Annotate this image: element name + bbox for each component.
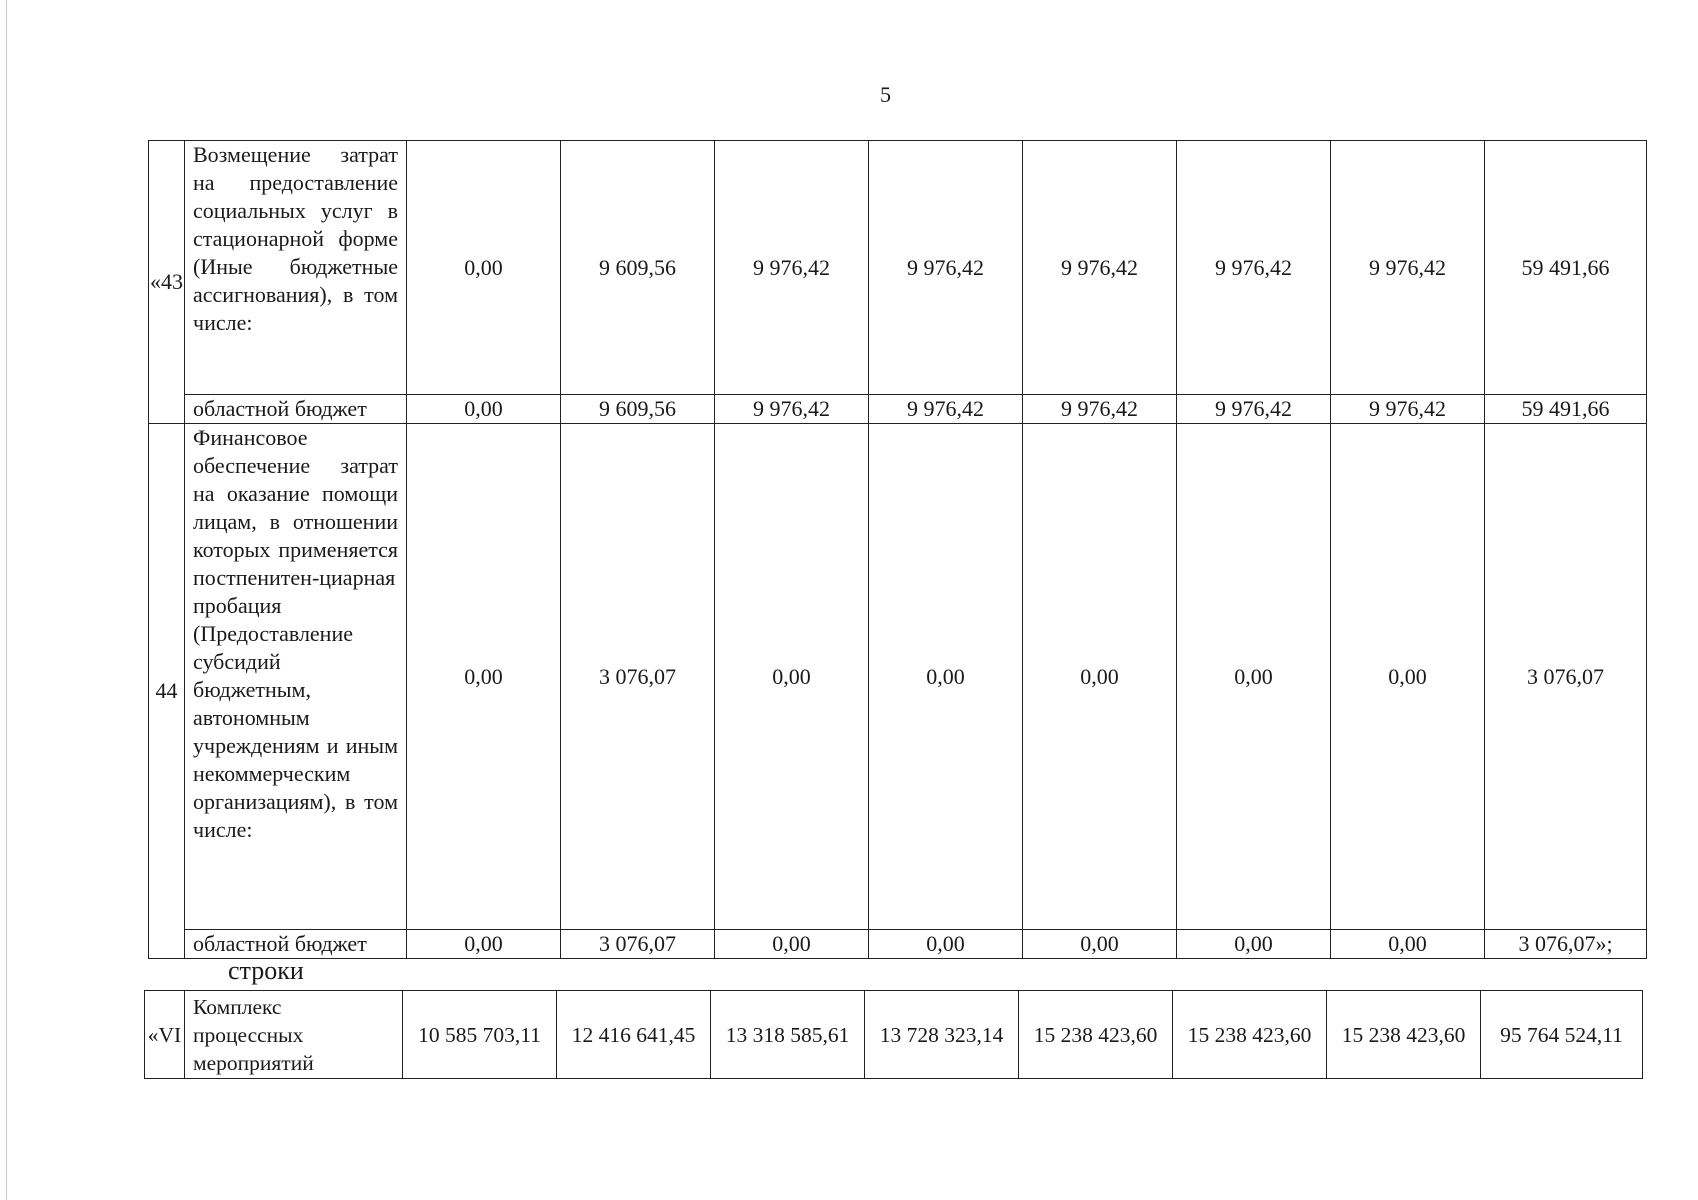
value-cell: 0,00 [1177,424,1331,930]
row-number: «43 [149,141,185,424]
value-cell: 0,00 [869,930,1023,959]
table-subrow [149,930,1647,959]
value-cell: 10 585 703,11 [403,991,557,1079]
value-cell: 13 318 585,61 [711,991,865,1079]
total-cell: 3 076,07 [1485,424,1647,930]
subrow-label: областной бюджет [185,395,407,424]
value-cell: 0,00 [715,424,869,930]
value-cell: 12 416 641,45 [557,991,711,1079]
value-cell: 0,00 [869,424,1023,930]
total-cell: 95 764 524,11 [1481,991,1643,1079]
table-row [149,424,1647,930]
value-cell: 9 976,42 [1177,395,1331,424]
value-cell: 0,00 [1331,424,1485,930]
value-cell: 0,00 [407,395,561,424]
value-cell: 9 609,56 [561,395,715,424]
value-cell: 9 609,56 [561,141,715,395]
value-cell: 0,00 [1023,424,1177,930]
row-number: «VI [145,991,185,1079]
row-description: Финансовое обеспечение затрат на оказание помощи лицам, в отношении которых применяется постпенитен-циарная пробация (Предоставление субсидий бюджетным, автономным учреждениям и иным некоммерческим организациям), в том числе: [185,424,407,930]
value-cell: 0,00 [407,930,561,959]
value-cell: 9 976,42 [1023,141,1177,395]
value-cell: 9 976,42 [1177,141,1331,395]
value-cell: 0,00 [407,424,561,930]
value-cell: 3 076,07 [561,930,715,959]
value-cell: 9 976,42 [715,395,869,424]
value-cell: 0,00 [715,930,869,959]
budget-table-bottom [144,990,1643,1079]
value-cell: 13 728 323,14 [865,991,1019,1079]
separator-text: строки [228,956,304,985]
table-row [145,991,1643,1079]
row-number: 44 [149,424,185,959]
row-description: Комплекс процессных мероприятий [185,991,403,1079]
value-cell: 0,00 [1331,930,1485,959]
value-cell: 0,00 [1177,930,1331,959]
value-cell: 9 976,42 [1331,141,1485,395]
row-description: Возмещение затрат на предоставление социальных услуг в стационарной форме (Иные бюджетные ассигнования), в том числе: [185,141,407,395]
total-cell: 59 491,66 [1485,141,1647,395]
value-cell: 9 976,42 [1331,395,1485,424]
total-cell: 3 076,07»; [1485,930,1647,959]
value-cell: 15 238 423,60 [1019,991,1173,1079]
value-cell: 9 976,42 [715,141,869,395]
value-cell: 9 976,42 [869,141,1023,395]
table-subrow [149,395,1647,424]
value-cell: 3 076,07 [561,424,715,930]
value-cell: 15 238 423,60 [1327,991,1481,1079]
value-cell: 0,00 [1023,930,1177,959]
value-cell: 15 238 423,60 [1173,991,1327,1079]
value-cell: 0,00 [407,141,561,395]
value-cell: 9 976,42 [869,395,1023,424]
subrow-label: областной бюджет [185,930,407,959]
total-cell: 59 491,66 [1485,395,1647,424]
table-row [149,141,1647,395]
scan-edge-line [6,0,7,1200]
budget-table-top [148,140,1647,959]
page-number: 5 [880,82,891,107]
value-cell: 9 976,42 [1023,395,1177,424]
